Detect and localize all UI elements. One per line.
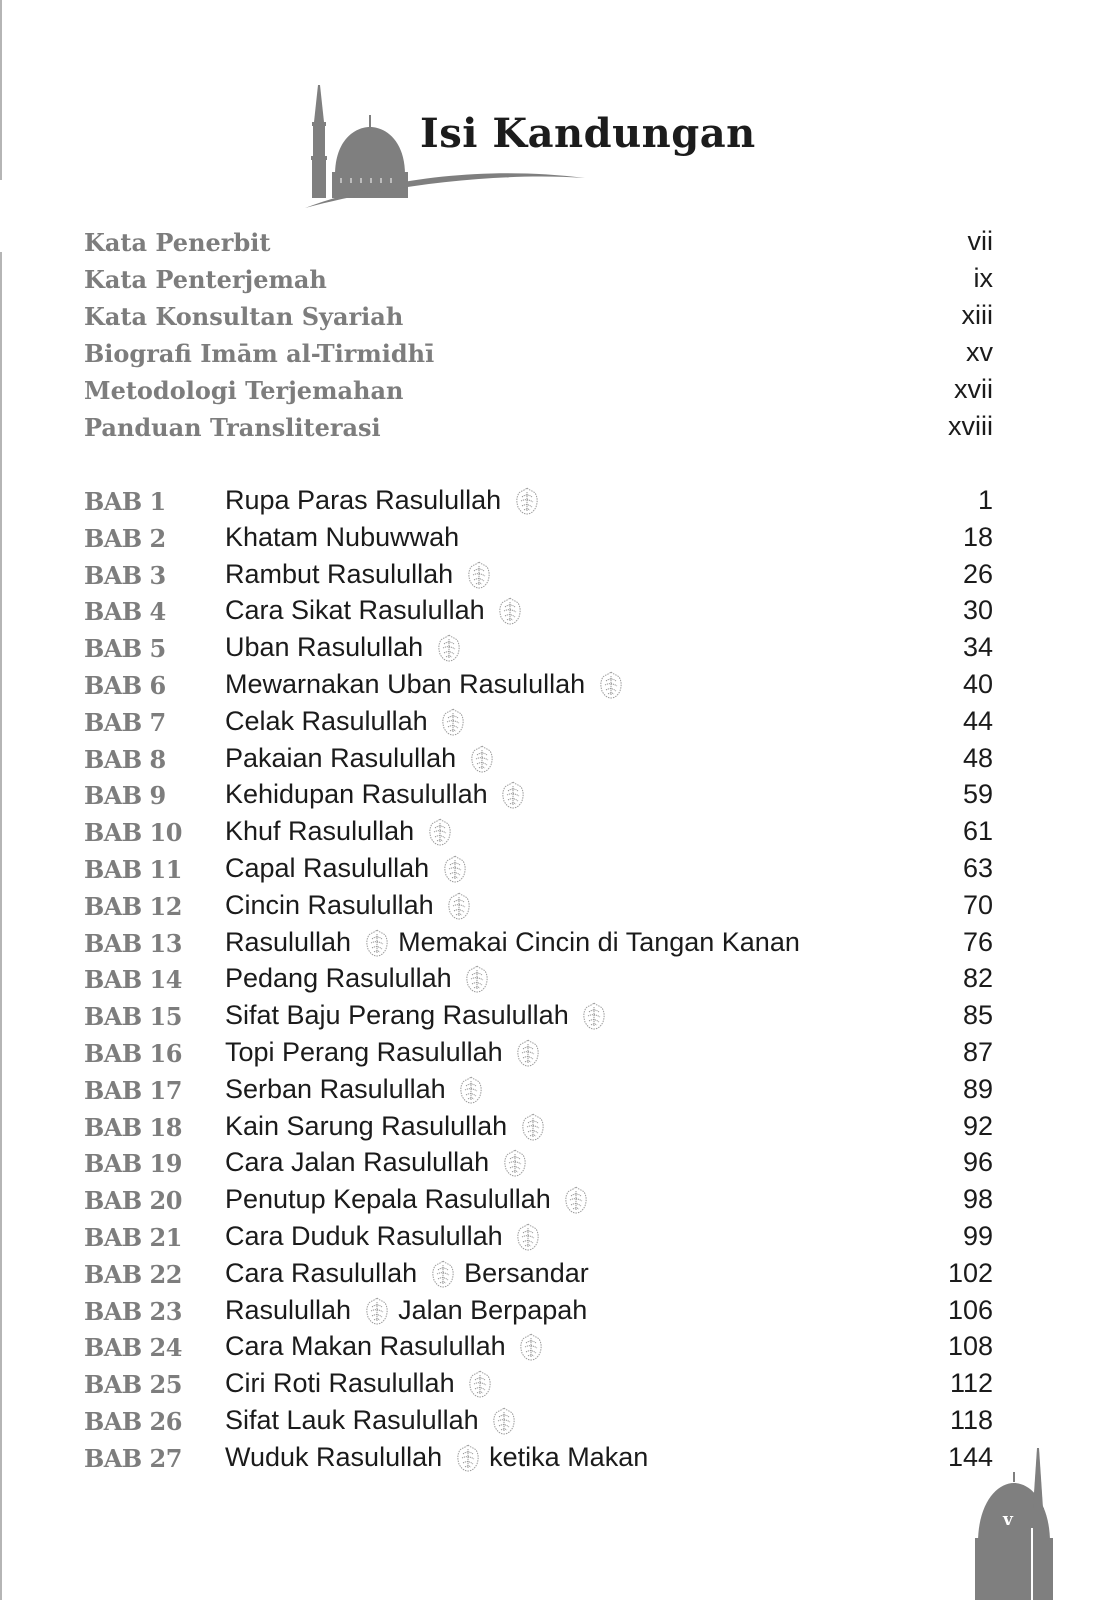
chapter-label: BAB 23 <box>84 1296 182 1326</box>
salawat-icon <box>599 671 623 699</box>
front-matter-label: Kata Penterjemah <box>84 265 327 294</box>
toc-front-matter-row[interactable] <box>0 337 1101 374</box>
page-number-ref: 112 <box>949 1368 993 1399</box>
chapter-title-text: Mewarnakan Uban Rasulullah <box>225 669 586 699</box>
page-edge-line <box>0 0 2 180</box>
toc-chapter-row[interactable] <box>0 927 1101 964</box>
chapter-label: BAB 8 <box>84 744 166 774</box>
chapter-title <box>225 963 491 994</box>
page-number-ref: 76 <box>962 926 993 957</box>
chapter-title-text: Cincin Rasulullah <box>225 889 434 920</box>
chapter-title <box>225 485 541 516</box>
chapter-title <box>225 559 493 590</box>
salawat-icon <box>582 1002 606 1030</box>
chapter-label: BAB 5 <box>84 634 166 664</box>
chapter-title <box>225 890 473 921</box>
page-number-ref: 85 <box>962 1000 993 1031</box>
salawat-icon <box>365 929 389 957</box>
chapter-title-text: Celak Rasulullah <box>225 705 428 736</box>
page-number-ref: ix <box>973 263 993 293</box>
page-number-ref: 48 <box>962 742 993 773</box>
toc-chapter-row[interactable] <box>0 1147 1101 1184</box>
chapter-title-text: Rupa Paras Rasulullah <box>225 485 502 515</box>
toc-chapter-row[interactable] <box>0 1442 1101 1479</box>
page-number-ref: 44 <box>962 705 993 736</box>
chapter-title <box>225 853 469 884</box>
salawat-icon <box>521 1113 545 1141</box>
chapter-label: BAB 4 <box>84 597 166 627</box>
chapter-title-text: Wuduk Rasulullah <box>225 1441 443 1472</box>
chapter-title <box>225 927 800 958</box>
page-number-ref: 30 <box>962 595 993 626</box>
page-number-ref: 144 <box>947 1441 993 1472</box>
page-number-ref: 1 <box>977 485 993 515</box>
salawat-icon <box>437 634 461 662</box>
page-number-ref: 108 <box>947 1331 993 1362</box>
chapter-title-text: ketika Makan <box>489 1441 649 1472</box>
page-number-ref: 118 <box>949 1405 993 1435</box>
chapter-title-text: Cara Rasulullah <box>225 1257 418 1288</box>
chapter-label: BAB 14 <box>84 965 182 995</box>
chapter-title-text: Ciri Roti Rasulullah <box>225 1368 455 1399</box>
chapter-title <box>225 1442 648 1473</box>
page-number-ref: 106 <box>947 1294 993 1325</box>
toc-chapter-row[interactable] <box>0 1184 1101 1221</box>
page-number-ref: xviii <box>948 411 993 441</box>
toc-chapter-row[interactable] <box>0 1368 1101 1405</box>
front-matter-label: Panduan Transliterasi <box>84 413 381 442</box>
salawat-icon <box>519 1333 543 1361</box>
chapter-title <box>225 522 459 553</box>
chapter-title <box>225 1368 494 1399</box>
toc-chapter-row[interactable] <box>0 485 1101 522</box>
chapter-title-text: Rasulullah <box>225 926 352 957</box>
chapter-label: BAB 3 <box>84 560 166 590</box>
page-number-ref: 63 <box>962 853 993 883</box>
salawat-icon <box>498 597 522 625</box>
chapter-label: BAB 15 <box>84 1002 182 1032</box>
toc-chapter-row[interactable] <box>0 595 1101 632</box>
salawat-icon <box>447 892 471 920</box>
front-matter-label: Metodologi Terjemahan <box>84 376 404 405</box>
salawat-icon <box>503 1149 527 1177</box>
chapter-title-text: Khuf Rasulullah <box>225 816 415 847</box>
chapter-title-text: Topi Perang Rasulullah <box>225 1037 503 1067</box>
salawat-icon <box>468 1370 492 1398</box>
chapter-title-text: Capal Rasulullah <box>225 853 430 883</box>
page-number-ref: 70 <box>962 889 993 920</box>
salawat-icon <box>501 781 525 809</box>
chapter-label: BAB 16 <box>84 1039 182 1068</box>
chapter-title-text: Rasulullah <box>225 1294 352 1325</box>
chapter-title-text: Pakaian Rasulullah <box>225 742 457 773</box>
toc-front-matter-row[interactable] <box>0 374 1101 411</box>
page-number-ref: 61 <box>962 816 993 847</box>
salawat-icon <box>564 1186 588 1214</box>
toc-chapter-row[interactable] <box>0 1074 1101 1111</box>
chapter-title <box>225 743 496 774</box>
chapter-title <box>225 779 527 810</box>
page-number-ref: 26 <box>962 558 993 589</box>
chapter-title <box>225 1331 545 1362</box>
chapter-title <box>225 816 454 847</box>
toc-chapter-row[interactable] <box>0 1000 1101 1037</box>
toc-front-matter-row[interactable] <box>0 226 1101 263</box>
page-number-ref: 59 <box>962 779 993 810</box>
page-number-ref: xvii <box>954 374 993 404</box>
chapter-label: BAB 11 <box>84 855 182 884</box>
chapter-title <box>225 1074 485 1105</box>
page-header <box>300 80 780 215</box>
chapter-title <box>225 632 463 663</box>
page-number-ref: 82 <box>962 963 993 994</box>
chapter-label: BAB 18 <box>84 1112 182 1142</box>
chapter-title-text: Uban Rasulullah <box>225 632 424 663</box>
chapter-title-text: Pedang Rasulullah <box>225 963 452 994</box>
chapter-title <box>225 595 524 626</box>
chapter-title-text: Penutup Kepala Rasulullah <box>225 1184 551 1215</box>
toc-chapter-row[interactable] <box>0 559 1101 596</box>
salawat-icon <box>516 1039 540 1067</box>
chapter-title <box>225 1221 542 1252</box>
chapter-label: BAB 26 <box>84 1407 182 1436</box>
chapter-label: BAB 22 <box>84 1259 182 1289</box>
toc-chapter-row[interactable] <box>0 1258 1101 1295</box>
chapter-title <box>225 1000 608 1031</box>
chapter-label: BAB 20 <box>84 1186 182 1216</box>
chapter-title <box>225 669 625 700</box>
salawat-icon <box>443 855 467 883</box>
chapter-title-text: Rambut Rasulullah <box>225 558 454 589</box>
page-title: Isi Kandungan <box>420 110 756 157</box>
chapter-title <box>225 1037 542 1068</box>
toc-chapter-row[interactable] <box>0 669 1101 706</box>
page-number-ref: vii <box>967 226 993 256</box>
page-number-ref: 96 <box>962 1147 993 1178</box>
chapter-title-text: Cara Jalan Rasulullah <box>225 1147 490 1178</box>
toc-chapter-row[interactable] <box>0 1331 1101 1368</box>
chapter-label: BAB 1 <box>84 487 166 516</box>
salawat-icon <box>470 745 494 773</box>
toc-chapter-row[interactable] <box>0 779 1101 816</box>
chapter-title-text: Memakai Cincin di Tangan Kanan <box>398 926 800 957</box>
toc-chapter-row[interactable] <box>0 1295 1101 1332</box>
chapter-title-text: Cara Duduk Rasulullah <box>225 1221 503 1251</box>
page-number-ref: 92 <box>962 1110 993 1141</box>
front-matter-label: Biografi Imām al-Tirmidhī <box>84 339 435 368</box>
toc-front-matter-row[interactable] <box>0 411 1101 448</box>
chapter-label: BAB 27 <box>84 1443 182 1473</box>
salawat-icon <box>428 818 452 846</box>
toc-chapter-row[interactable] <box>0 890 1101 927</box>
page-number-ref: 89 <box>962 1073 993 1104</box>
salawat-icon <box>431 1260 455 1288</box>
page-number-ref: 99 <box>962 1221 993 1251</box>
chapter-title-text: Khatam Nubuwwah <box>225 521 460 552</box>
page-number-ref: 40 <box>962 669 993 699</box>
page-number-ref: 18 <box>962 521 993 552</box>
chapter-label: BAB 25 <box>84 1370 182 1400</box>
toc-chapter-row[interactable] <box>0 853 1101 890</box>
chapter-title <box>225 1295 587 1326</box>
front-matter-label: Kata Konsultan Syariah <box>84 302 404 331</box>
chapter-title-text: Serban Rasulullah <box>225 1073 446 1104</box>
chapter-title <box>225 1147 529 1178</box>
front-matter-label: Kata Penerbit <box>84 228 271 257</box>
toc-chapter-row[interactable] <box>0 816 1101 853</box>
salawat-icon <box>492 1407 516 1435</box>
page-number: v <box>1003 1510 1013 1530</box>
toc-chapter-row[interactable] <box>0 963 1101 1000</box>
chapter-label: BAB 17 <box>84 1075 182 1105</box>
chapter-title-text: Sifat Lauk Rasulullah <box>225 1405 479 1435</box>
chapter-label: BAB 2 <box>84 523 166 553</box>
chapter-label: BAB 19 <box>84 1149 182 1179</box>
toc-chapter-row[interactable] <box>0 522 1101 559</box>
toc-chapter-row[interactable] <box>0 743 1101 780</box>
salawat-icon <box>459 1076 483 1104</box>
page-number-ref: 102 <box>947 1257 993 1288</box>
chapter-label: BAB 24 <box>84 1333 182 1363</box>
toc-front-matter-row[interactable] <box>0 263 1101 300</box>
page-number-ref: 87 <box>962 1037 993 1067</box>
chapter-label: BAB 10 <box>84 818 182 848</box>
chapter-title-text: Sifat Baju Perang Rasulullah <box>225 1000 569 1031</box>
toc-chapter-row[interactable] <box>0 706 1101 743</box>
salawat-icon <box>516 1223 540 1251</box>
salawat-icon <box>456 1444 480 1472</box>
salawat-icon <box>441 708 465 736</box>
salawat-icon <box>365 1297 389 1325</box>
toc-chapter-row[interactable] <box>0 1037 1101 1074</box>
toc-chapter-row[interactable] <box>0 1221 1101 1258</box>
chapter-title-text: Cara Sikat Rasulullah <box>225 595 485 626</box>
chapter-title <box>225 1184 590 1215</box>
chapter-label: BAB 12 <box>84 891 182 921</box>
page-number-ref: 34 <box>962 632 993 663</box>
toc-chapter-row[interactable] <box>0 1405 1101 1442</box>
toc-front-matter-row[interactable] <box>0 300 1101 337</box>
chapter-title-text: Kehidupan Rasulullah <box>225 779 488 810</box>
salawat-icon <box>467 561 491 589</box>
chapter-label: BAB 9 <box>84 781 166 811</box>
chapter-title <box>225 706 467 737</box>
chapter-title <box>225 1111 547 1142</box>
page-number-ref: xv <box>966 337 993 367</box>
toc-chapter-row[interactable] <box>0 1111 1101 1148</box>
chapter-title-text: Kain Sarung Rasulullah <box>225 1110 508 1141</box>
chapter-title <box>225 1258 589 1289</box>
chapter-title-text: Bersandar <box>464 1257 589 1288</box>
page-number-ref: 98 <box>962 1184 993 1215</box>
chapter-label: BAB 7 <box>84 707 166 737</box>
chapter-title-text: Jalan Berpapah <box>398 1294 588 1325</box>
salawat-icon <box>465 965 489 993</box>
chapter-label: BAB 21 <box>84 1223 182 1252</box>
toc-chapter-row[interactable] <box>0 632 1101 669</box>
page-number-ref: xiii <box>961 300 993 330</box>
chapter-title-text: Cara Makan Rasulullah <box>225 1331 506 1362</box>
chapter-title <box>225 1405 518 1436</box>
salawat-icon <box>515 487 539 515</box>
chapter-label: BAB 13 <box>84 928 182 958</box>
chapter-label: BAB 6 <box>84 671 166 700</box>
